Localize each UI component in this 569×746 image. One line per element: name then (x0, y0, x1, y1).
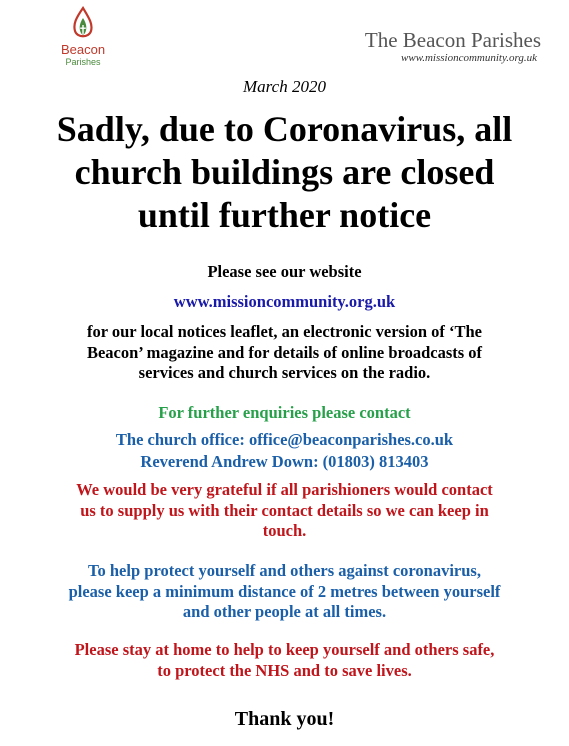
flame-icon (70, 6, 96, 42)
stay-home-line: Please stay at home to help to keep yourself and others safe, (74, 640, 495, 659)
website-intro: Please see our website (207, 262, 362, 281)
details-line: Beacon’ magazine and for details of online broadcasts of (86, 342, 483, 362)
request-line: We would be very grateful if all parishioners would contact (76, 480, 493, 499)
distance-line: To help protect yourself and others against coronavirus, (88, 561, 481, 580)
headline-line: Sadly, due to Coronavirus, all (56, 109, 513, 149)
logo-name: Beacon (60, 42, 106, 57)
website-details (0, 322, 569, 384)
headline (0, 108, 569, 237)
request-line: touch. (262, 521, 307, 540)
date: March 2020 (243, 77, 326, 96)
headline-line: until further notice (137, 195, 432, 235)
site-title: The Beacon Parishes (364, 28, 541, 52)
enquiries-heading: For further enquiries please contact (158, 403, 411, 422)
contact-request (0, 480, 569, 542)
website-link[interactable]: www.missioncommunity.org.uk (173, 292, 396, 311)
details-line: services and church services on the radio. (138, 363, 431, 382)
logo-subtitle: Parishes (65, 57, 101, 67)
stay-home-advice (0, 640, 569, 681)
beacon-logo (48, 6, 118, 74)
header-url[interactable]: www.missioncommunity.org.uk (401, 52, 537, 64)
details-line: for our local notices leaflet, an electronic version of ‘The (86, 322, 482, 341)
distance-line: and other people at all times. (182, 602, 387, 621)
enquiries-reverend: Reverend Andrew Down: (01803) 813403 (140, 452, 429, 471)
distance-line: please keep a minimum distance of 2 metres between yourself (68, 581, 501, 601)
request-line: us to supply us with their contact details so we can keep in (80, 500, 489, 520)
thank-you: Thank you! (234, 708, 335, 730)
distance-advice (0, 561, 569, 623)
headline-line: church buildings are closed (74, 152, 495, 192)
stay-home-line: to protect the NHS and to save lives. (157, 660, 412, 680)
header (365, 28, 541, 65)
enquiries-office[interactable]: The church office: office@beaconparishes.co.uk (115, 430, 454, 449)
